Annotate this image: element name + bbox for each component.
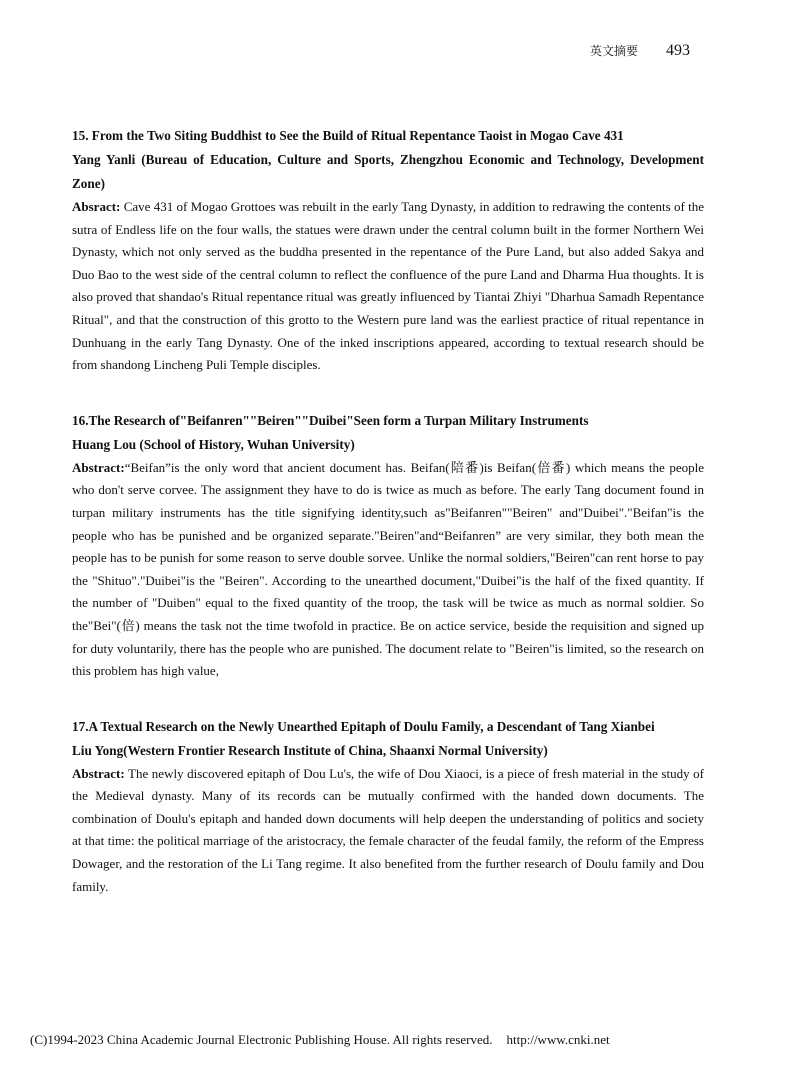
entry-title: 15. From the Two Siting Buddhist to See the Build of Ritual Repentance Taoist in Mogao Cave 431 (72, 128, 624, 143)
abstract-text: The newly discovered epitaph of Dou Lu's, the wife of Dou Xiaoci, is a piece of fresh material in the study of the Medieval dynasty. Many of its records can be mutually confirmed with the handed down documents. The combination of Doulu's epitaph and handed down documents will help deepen the understanding of politics and society at that time: the political marriage of the aristocracy, the female character of the feudal family, the reform of the Empress Dowager, and the restoration of the Li Tang regime. It also benefited from the further research of Doulu family and Dou family. (72, 765, 704, 894)
abstract-label: Abstract: (72, 459, 125, 475)
abstract-label: Abstract: (72, 765, 125, 781)
entry-author: Liu Yong(Western Frontier Research Institute of China, Shaanxi Normal University) (72, 742, 548, 758)
page-number: 493 (666, 42, 690, 59)
running-header-section: 英文摘要 (589, 44, 638, 58)
abstract-entry-17 (72, 715, 704, 899)
entry-abstract (72, 457, 704, 683)
abstract-label: Absract: (72, 199, 121, 214)
entry-abstract (72, 196, 704, 377)
abstract-entry-15 (72, 124, 704, 377)
entry-title: 16.The Research of"Beifanren""Beiren""Duibei"Seen form a Turpan Military Instruments (72, 412, 589, 428)
entry-author: Huang Lou (School of History, Wuhan University) (72, 436, 355, 452)
page-content (72, 124, 704, 930)
running-header (590, 42, 690, 60)
copyright-text: (C)1994-2023 China Academic Journal Electronic Publishing House. All rights reserved. (30, 1032, 493, 1047)
abstract-text: Cave 431 of Mogao Grottoes was rebuilt in the early Tang Dynasty, in addition to redrawing the contents of the sutra of Endless life on the four walls, the statues were drawn under the central column built in the former Northern Wei Dynasty, which not only served as the buddha presented in the repentance of the Pure Land, but also added Sakya and Duo Bao to the west side of the central column to reflect the confluence of the pure Land and Dharma Hua thoughts. It is also proved that shandao's Ritual repentance ritual was greatly influenced by Tiantai Zhiyi "Dharhua Samadh Repentance Ritual", and that the construction of this grotto to the Western pure land was the earliest practice of ritual repentance in Dunhuang in the early Tang Dynasty. One of the inked inscriptions appeared, according to textual research should be from shandong Lincheng Puli Temple disciples. (72, 199, 704, 373)
copyright-footer (30, 1032, 610, 1048)
entry-abstract (72, 763, 704, 899)
abstract-text: “Beifan”is the only word that ancient document has. Beifan(陪番)is Beifan(倍番) which means the people who don't serve corvee. The assignment they have to do is twice as much as before. The early Tang document found in turpan military instruments has the title signifying identity,such as"Beifanren""Beiren" and"Duibei"."Beifan"is the people who has be punished and be organized separate."Beiren"and“Beifanren” are very similar, they both mean the people has to be punish for some reason to serve double sorvee. Unlike the normal soldiers,"Beiren"can rent horse to pay the "Shituo"."Duibei"is the "Beiren". According to the unearthed document,"Duibei"is the half of the fixed quantity. If the number of "Duiben" equal to the fixed quantity of the troop, the task will be twice as much as normal soldier. So the"Bei"(倍) means the task not the time twofold in practice. Be on actice service, beside the requisition and signed up for duty voluntarily, there has the people who are punished. The document relate to "Beiren"is limited, so the research on this problem has high value, (72, 459, 704, 679)
entry-author: Yang Yanli (Bureau of Education, Culture and Sports, Zhengzhou Economic and Technology, Development Zone) (72, 152, 704, 191)
footer-link[interactable]: http://www.cnki.net (506, 1032, 610, 1047)
entry-title: 17.A Textual Research on the Newly Unearthed Epitaph of Doulu Family, a Descendant of Tang Xianbei (72, 718, 655, 734)
abstract-entry-16 (72, 409, 704, 683)
